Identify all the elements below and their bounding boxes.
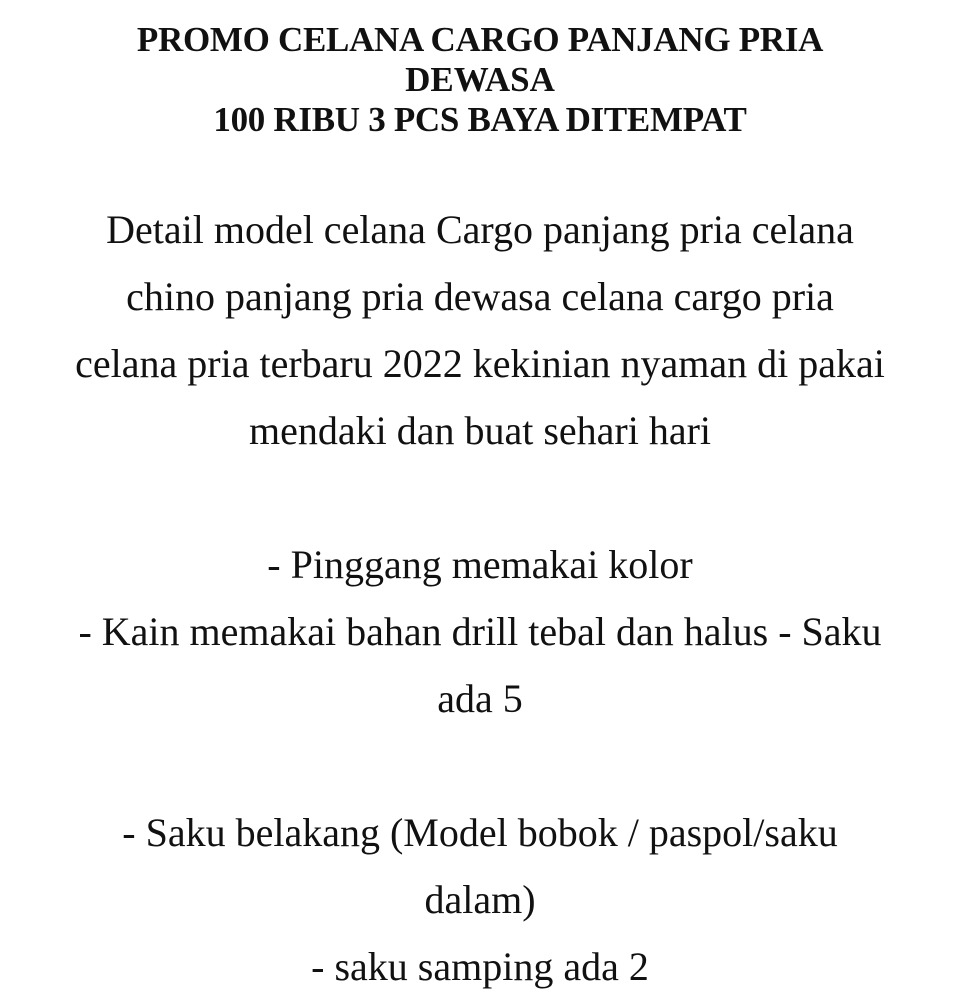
product-description	[20, 196, 940, 1000]
feature-line-pockets: ada 5	[437, 676, 523, 721]
promo-title-line-1: PROMO CELANA CARGO PANJANG PRIA	[136, 20, 824, 59]
description-line-1: Detail model celana Cargo panjang pria celana	[106, 207, 854, 252]
feature-line-side-pocket: - saku samping ada 2	[311, 944, 649, 989]
feature-line-fabric: - Kain memakai bahan drill tebal dan halus - Saku	[78, 609, 882, 654]
feature-line-back-pocket: - Saku belakang (Model bobok / paspol/saku	[122, 810, 838, 855]
feature-line-waist: - Pinggang memakai kolor	[267, 542, 693, 587]
promo-title	[20, 20, 940, 140]
blank-line	[20, 464, 940, 531]
description-line-4: mendaki dan buat sehari hari	[248, 408, 712, 453]
description-line-3: celana pria terbaru 2022 kekinian nyaman di pakai	[75, 341, 885, 386]
promo-title-line-2: DEWASA	[405, 60, 555, 99]
description-line-2: chino panjang pria dewasa celana cargo pria	[126, 274, 834, 319]
promo-title-line-3: 100 RIBU 3 PCS BAYA DITEMPAT	[213, 100, 747, 139]
feature-line-back-pocket-cont: dalam)	[424, 877, 536, 922]
blank-line	[20, 732, 940, 799]
